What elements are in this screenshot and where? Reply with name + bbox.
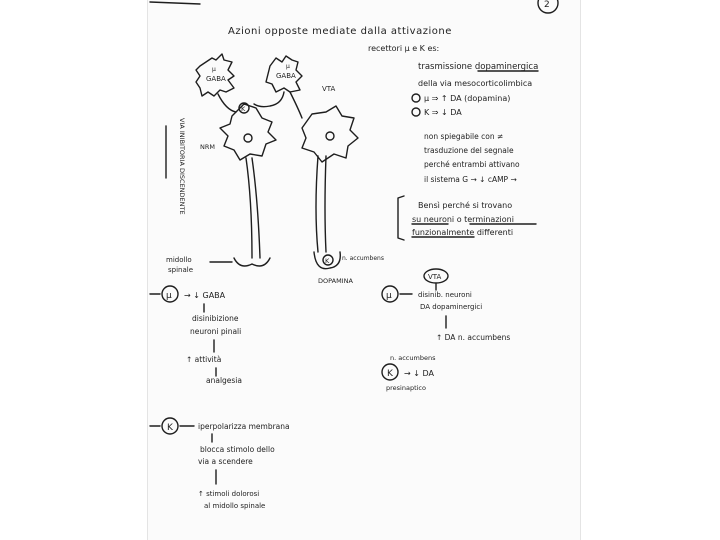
header-line-1: trasmissione dopaminergica	[418, 62, 539, 72]
nrm-label: NRM	[200, 143, 215, 151]
kappa-right-receptor: K	[387, 369, 393, 379]
nrm-axon-left	[246, 158, 252, 258]
page-title: Azioni opposte mediate dalla attivazione	[228, 26, 452, 37]
mu-effect: μ ⇒ ↑ DA (dopamina)	[424, 94, 511, 103]
explanation-line-1: non spiegabile con ≠	[424, 132, 504, 141]
dopamina-label: DOPAMINA	[318, 277, 353, 285]
vertical-inhibitory-label: VIA INIBITORIA DISCENDENTE	[178, 118, 186, 215]
top-scribble	[150, 2, 200, 4]
mu-flow-step-4: analgesia	[206, 376, 242, 385]
gaba-mid-label: GABA	[276, 72, 296, 80]
gaba-mid-axon	[254, 92, 284, 107]
note-bracket	[398, 196, 404, 240]
kappa-bottom-step-2a: blocca stimolo dello	[200, 445, 275, 454]
nrm-nucleus	[244, 134, 252, 142]
page-number: 2	[544, 0, 550, 10]
nrm-terminal	[234, 258, 270, 266]
vta-flow-label: VTA	[428, 273, 442, 281]
mu-right-step-1b: DA dopaminergici	[420, 303, 483, 311]
vta-neuron	[302, 106, 358, 162]
kappa-bottom-step-2b: via a scendere	[198, 457, 253, 466]
mu-flow-step-2b: neuroni pinali	[190, 327, 242, 336]
kappa-bottom-step-1: iperpolarizza membrana	[198, 422, 290, 431]
mu-right-receptor: μ	[386, 291, 392, 301]
gaba-left-axon	[218, 94, 236, 112]
vta-label: VTA	[322, 85, 336, 93]
gaba-left-label: GABA	[206, 75, 226, 83]
bracket-line-3: funzionalmente differenti	[412, 228, 514, 237]
kappa-bottom-step-3a: ↑ stimoli dolorosi	[198, 490, 260, 498]
midollo-label: midollo	[166, 256, 192, 264]
mu-right-step-2: ↑ DA n. accumbens	[436, 333, 511, 342]
bracket-line-2: su neuroni o terminazioni	[412, 215, 514, 224]
explanation-line-2: trasduzione del segnale	[424, 146, 514, 155]
kappa-right-pre: presinaptico	[386, 384, 426, 392]
mu-right-step-1a: disinib. neuroni	[418, 291, 472, 299]
mu-flow-receptor: μ	[166, 291, 172, 301]
mu-right-label: μ	[286, 63, 290, 70]
mu-flow-step-3: ↑ attività	[186, 355, 222, 364]
kappa-right-flow: → ↓ DA	[404, 369, 434, 378]
mu-flow-step-1: → ↓ GABA	[184, 291, 226, 300]
header-line-2: della via mesocorticolimbica	[418, 79, 533, 88]
vta-axon-right	[325, 156, 326, 252]
kappa-bottom-receptor: K	[167, 423, 173, 433]
nrm-axon-right	[252, 158, 260, 258]
kappa-bottom-step-3b: al midollo spinale	[204, 502, 266, 510]
explanation-line-3: perché entrambi attivano	[424, 160, 520, 169]
k-effect: K ⇒ ↓ DA	[424, 108, 462, 117]
spinale-label: spinale	[168, 266, 194, 274]
mu-flow-step-2a: disinibizione	[192, 314, 239, 323]
n-accumbens-label: n. accumbens	[342, 255, 384, 262]
circle-k	[412, 108, 420, 116]
vta-nucleus	[326, 132, 334, 140]
receptors-line: recettori μ e K es:	[368, 44, 440, 53]
nrm-neuron	[220, 104, 276, 160]
vta-axon-left	[316, 156, 318, 252]
explanation-line-4: il sistema G → ↓ cAMP →	[424, 175, 517, 184]
kappa-right-label: n. accumbens	[390, 354, 436, 362]
k-terminal-label: K	[325, 257, 330, 265]
mu-left-label: μ	[212, 66, 216, 73]
bracket-line-1: Bensì perché si trovano	[418, 201, 513, 210]
k-receptor-label: K	[241, 105, 246, 113]
circle-mu	[412, 94, 420, 102]
gaba-mid-axon-2	[290, 92, 302, 118]
